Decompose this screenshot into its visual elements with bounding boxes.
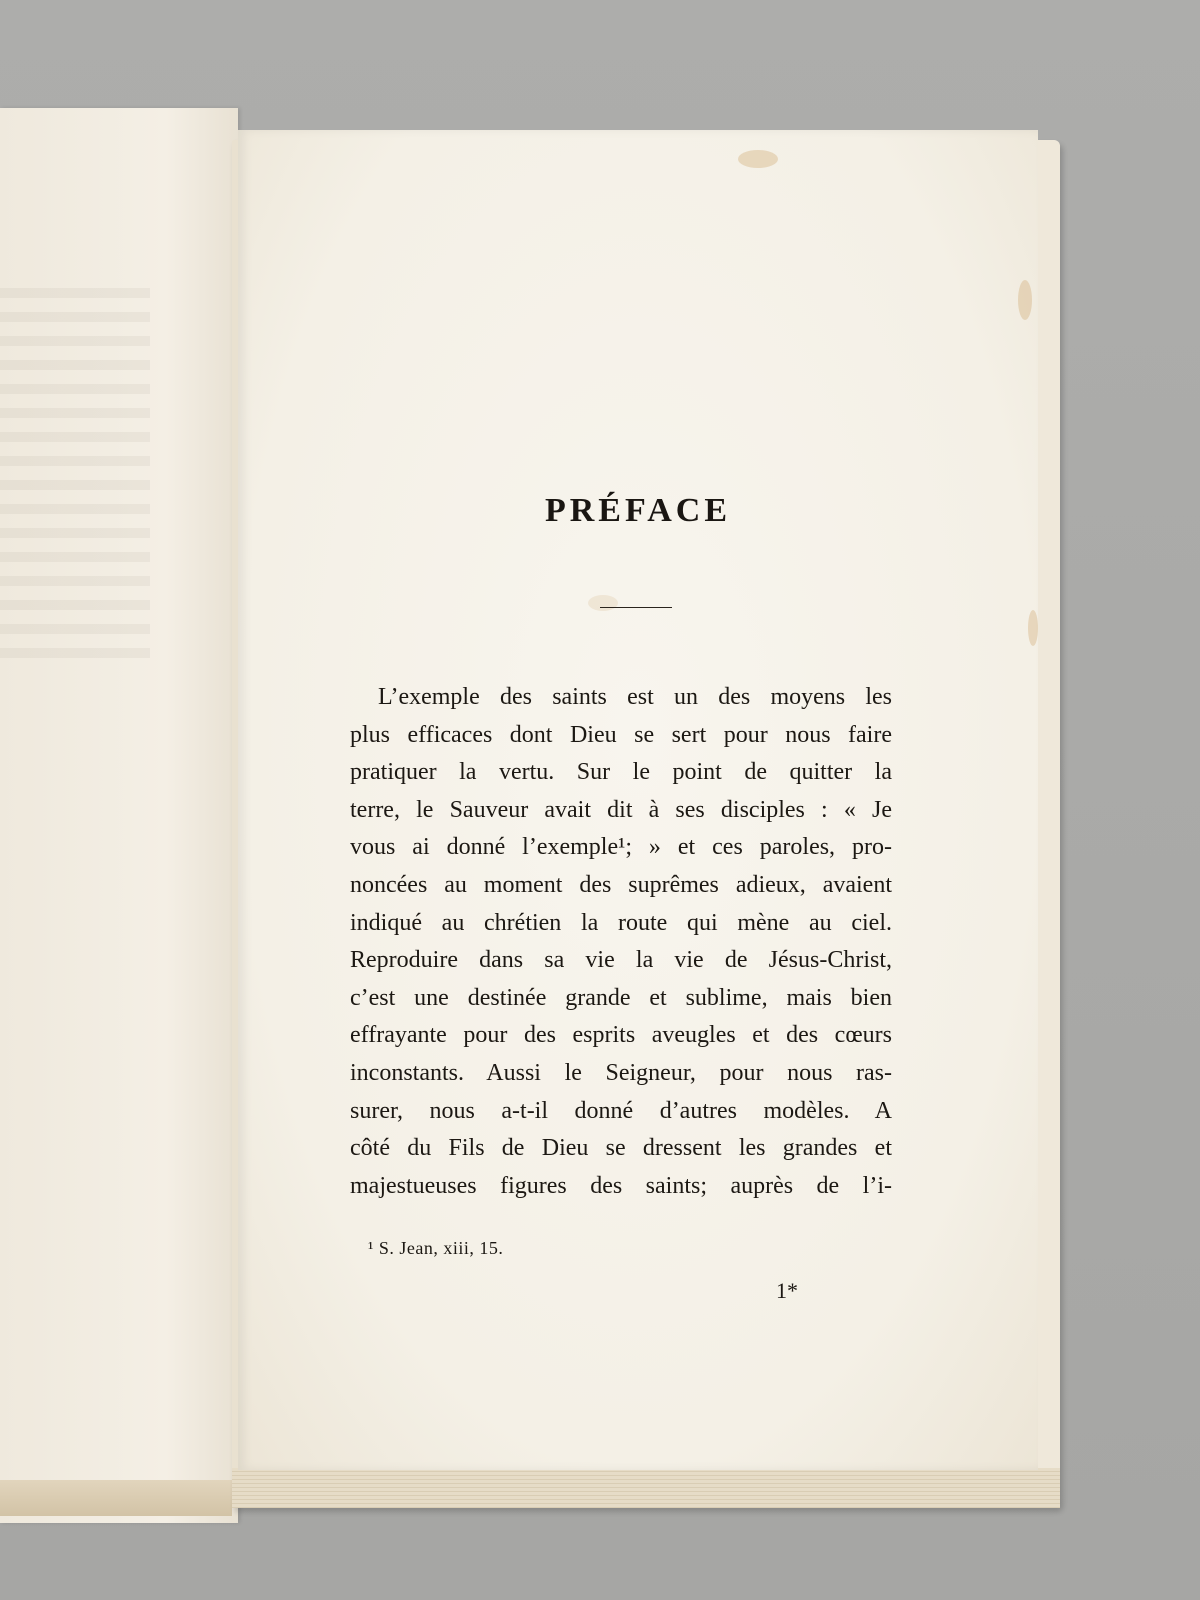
- body-line: inconstants. Aussi le Seigneur, pour nous ras-: [350, 1059, 892, 1086]
- body-line: Reproduire dans sa vie la vie de Jésus-Christ,: [350, 947, 892, 974]
- body-line: noncées au moment des suprêmes adieux, avaient: [350, 871, 892, 898]
- body-line: effrayante pour des esprits aveugles et des cœurs: [350, 1022, 892, 1049]
- body-line: plus efficaces dont Dieu se sert pour nous faire: [350, 721, 892, 748]
- footnote: ¹ S. Jean, xiii, 15.: [368, 1238, 504, 1258]
- foxing-spot: [588, 595, 618, 611]
- signature-mark: 1*: [776, 1278, 798, 1303]
- left-page: [0, 108, 238, 1523]
- body-line: pratiquer la vertu. Sur le point de quitter la: [350, 759, 892, 786]
- page-block-bottom: [232, 1468, 1060, 1508]
- body-text: [350, 679, 892, 1205]
- body-line: surer, nous a-t-il donné d’autres modèles. A: [350, 1097, 892, 1124]
- right-page: [238, 130, 1038, 1470]
- left-page-show-through: [0, 288, 150, 668]
- body-line: vous ai donné l’exemple¹; » et ces paroles, pro-: [350, 834, 892, 861]
- left-page-edge: [0, 1480, 232, 1516]
- body-line: terre, le Sauveur avait dit à ses disciples : « Je: [350, 796, 892, 823]
- foxing-spot: [1028, 610, 1038, 646]
- page-heading: PRÉFACE: [544, 492, 732, 529]
- body-line: côté du Fils de Dieu se dressent les grandes et: [350, 1135, 892, 1162]
- body-line: c’est une destinée grande et sublime, mais bien: [350, 984, 892, 1011]
- body-line: indiqué au chrétien la route qui mène au ciel.: [350, 909, 892, 936]
- heading-rule: [600, 607, 672, 608]
- foxing-spot: [738, 150, 778, 168]
- body-line: majestueuses figures des saints; auprès de l’i-: [350, 1172, 892, 1199]
- foxing-spot: [1018, 280, 1032, 320]
- body-line: L’exemple des saints est un des moyens les: [378, 684, 892, 710]
